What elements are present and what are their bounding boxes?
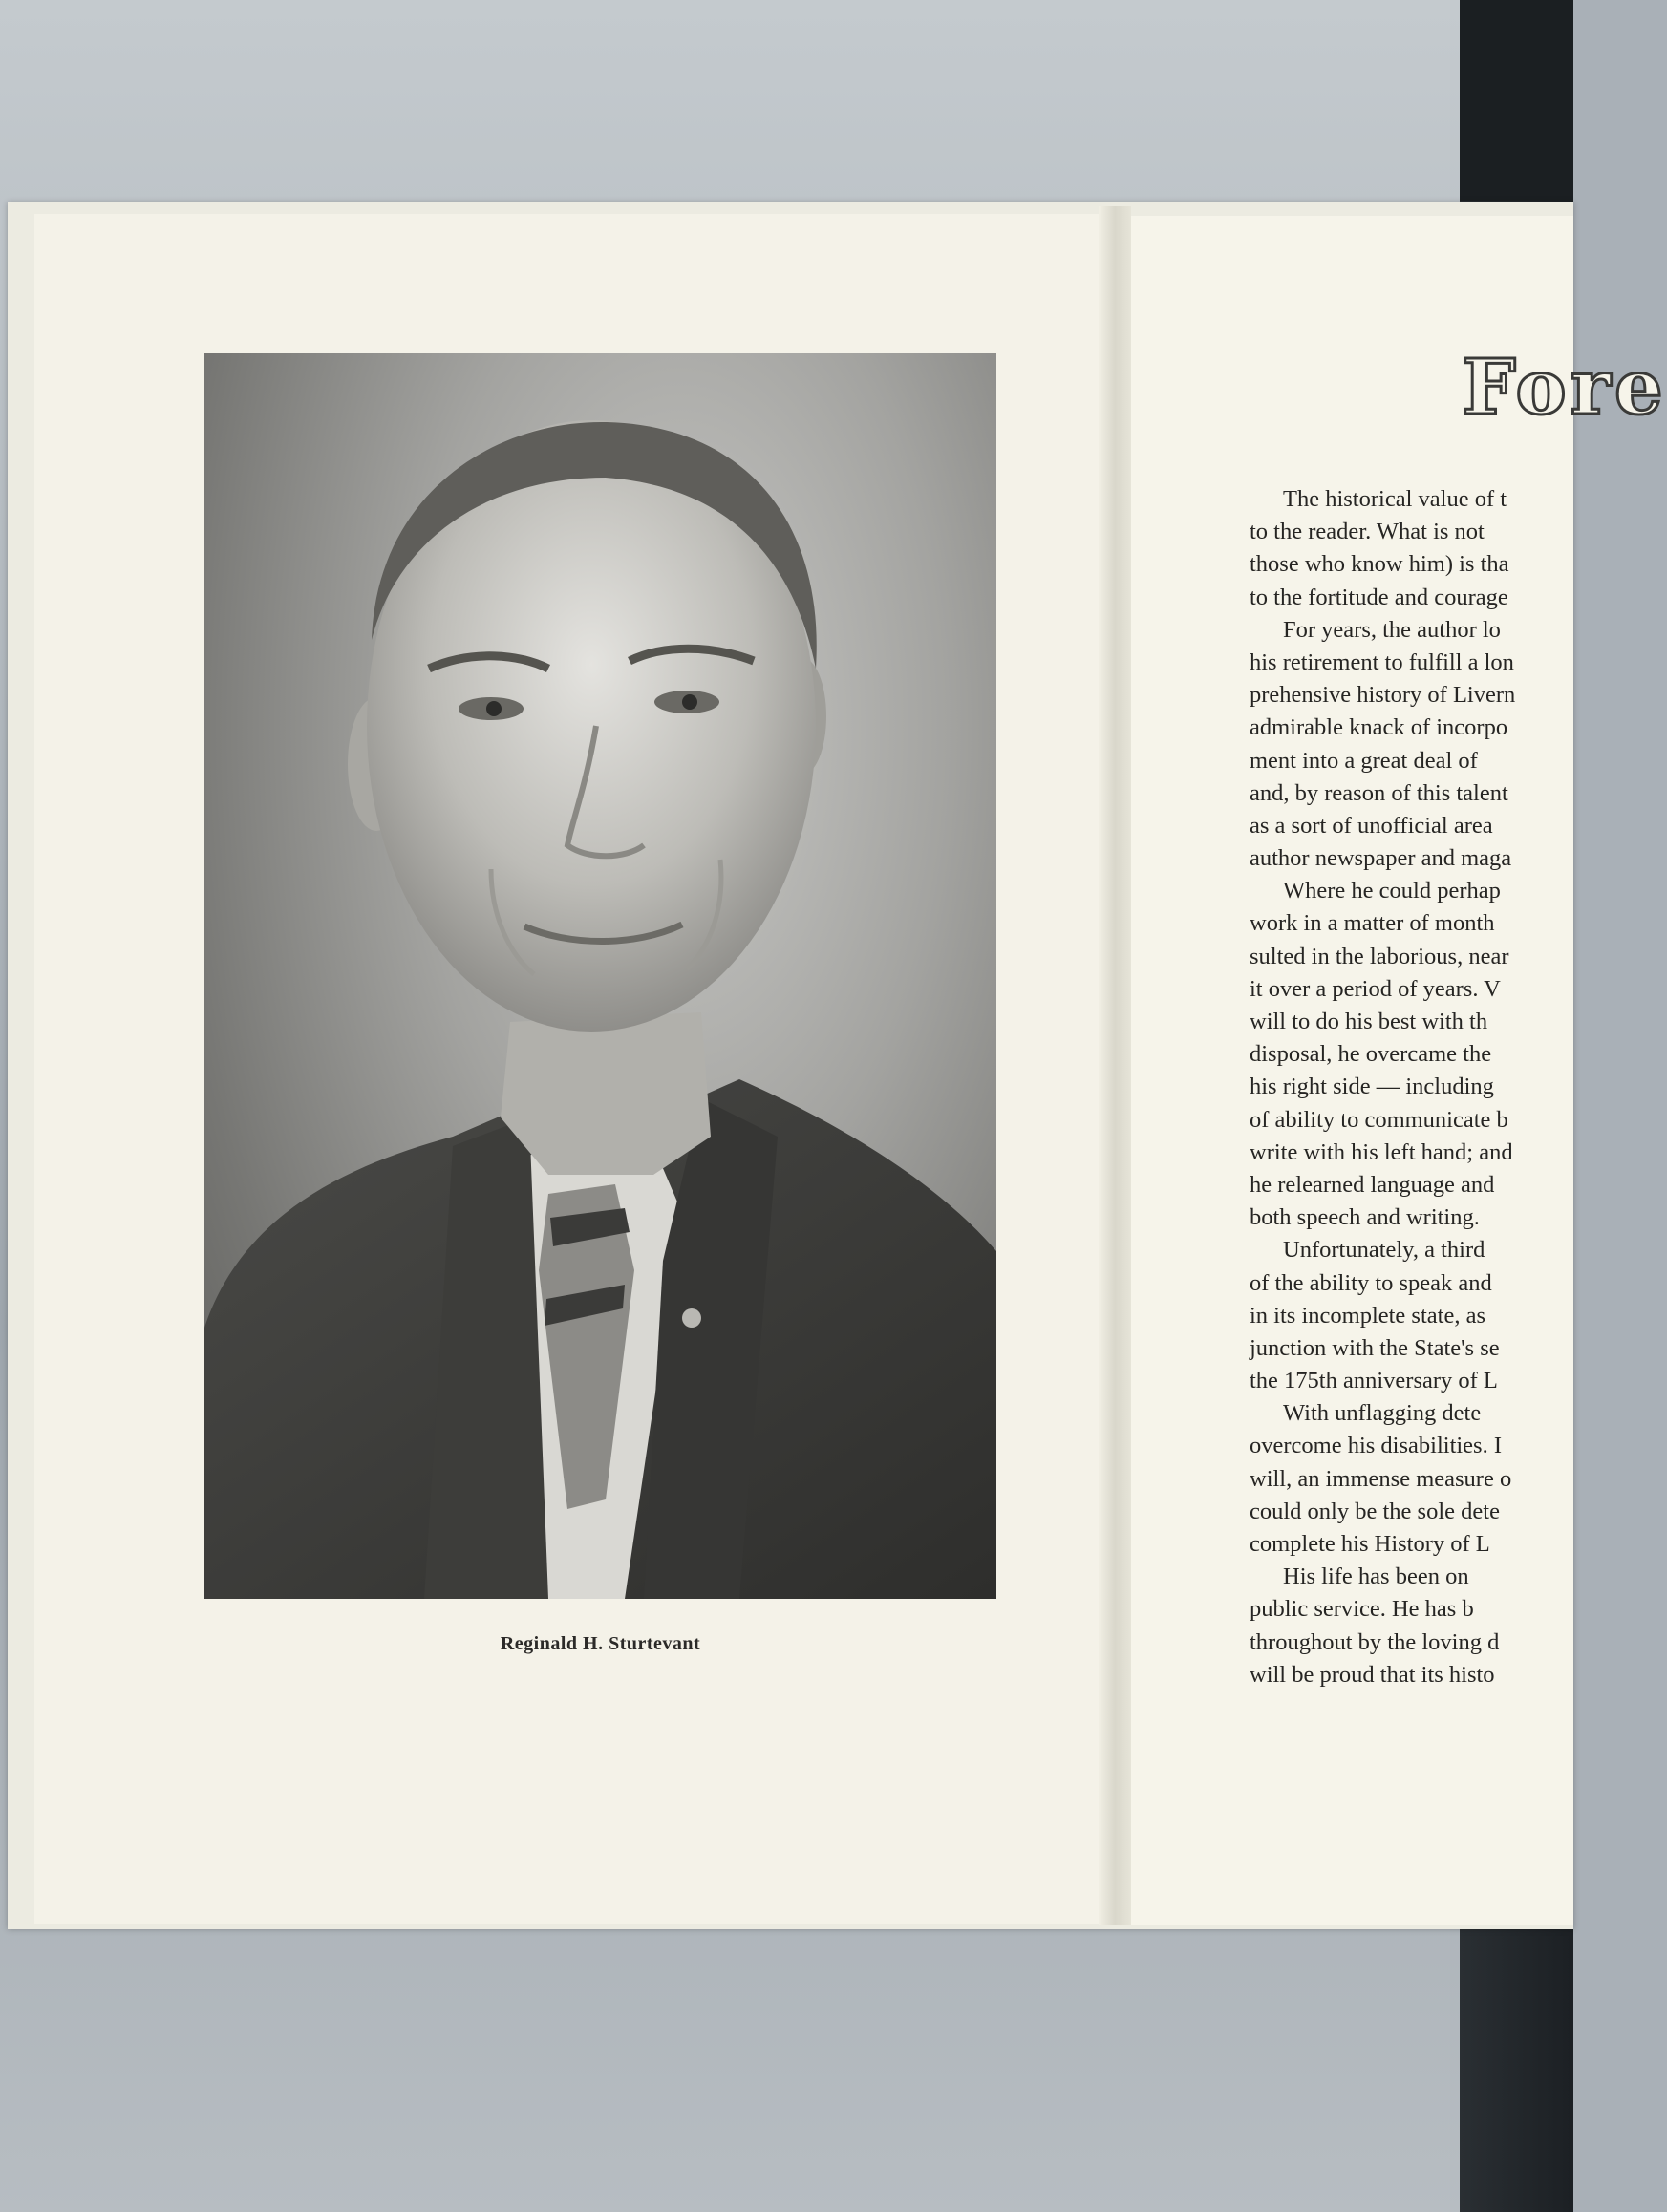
foreword-text-line: to the fortitude and courage <box>1250 584 1508 610</box>
foreword-text-line: write with his left hand; and <box>1250 1138 1513 1165</box>
scanner-corner-dark <box>1460 0 1573 201</box>
foreword-text-line: his right side — including <box>1250 1074 1494 1100</box>
foreword-text-line: With unflagging dete <box>1283 1400 1482 1427</box>
foreword-text-line: as a sort of unofficial area <box>1250 812 1493 839</box>
foreword-text-line: his retirement to fulfill a lon <box>1250 649 1514 675</box>
foreword-text-line: could only be the sole dete <box>1250 1498 1500 1524</box>
foreword-text-line: complete his History of L <box>1250 1531 1490 1557</box>
foreword-text-line: overcome his disabilities. I <box>1250 1433 1502 1459</box>
foreword-text-line: will, an immense measure o <box>1250 1465 1512 1492</box>
foreword-text-line: ment into a great deal of <box>1250 747 1478 774</box>
foreword-text-line: of ability to communicate b <box>1250 1106 1508 1133</box>
foreword-text-line: both speech and writing. <box>1250 1204 1480 1231</box>
foreword-text-line: His life has been on <box>1283 1563 1469 1590</box>
foreword-text-line: will to do his best with th <box>1250 1009 1488 1034</box>
page-gutter <box>1099 206 1131 1925</box>
foreword-text-line: Unfortunately, a third <box>1283 1237 1485 1264</box>
foreword-text-line: For years, the author lo <box>1283 616 1501 643</box>
foreword-text-line: will be proud that its histo <box>1250 1661 1495 1688</box>
foreword-text-line: junction with the State's se <box>1250 1334 1500 1361</box>
foreword-text-line: The historical value of t <box>1283 486 1507 512</box>
foreword-text-line: those who know him) is tha <box>1250 551 1509 578</box>
foreword-text-line: of the ability to speak and <box>1250 1269 1492 1296</box>
foreword-text-line: throughout by the loving d <box>1250 1628 1500 1655</box>
foreword-text-line: to the reader. What is not <box>1250 519 1485 545</box>
foreword-text-column <box>1250 483 1573 1691</box>
foreword-title: Fore <box>1462 342 1667 432</box>
foreword-text-line: sulted in the laborious, near <box>1250 943 1509 969</box>
portrait-photo <box>204 353 996 1599</box>
foreword-text-line: he relearned language and <box>1250 1171 1495 1198</box>
foreword-text-line: in its incomplete state, as <box>1250 1302 1485 1329</box>
foreword-text-line: Where he could perhap <box>1283 878 1501 904</box>
foreword-text-line: the 175th anniversary of L <box>1250 1368 1498 1394</box>
foreword-text-line: author newspaper and maga <box>1250 845 1512 872</box>
foreword-text-line: it over a period of years. V <box>1250 975 1501 1002</box>
foreword-text-line: and, by reason of this talent <box>1250 779 1508 806</box>
foreword-text-line: public service. He has b <box>1250 1596 1474 1623</box>
photo-caption: Reginald H. Sturtevant <box>500 1633 701 1654</box>
foreword-text-line: prehensive history of Livern <box>1250 682 1516 709</box>
foreword-text-line: work in a matter of month <box>1250 910 1495 937</box>
portrait-illustration <box>204 353 996 1599</box>
foreword-text-line: disposal, he overcame the <box>1250 1041 1492 1068</box>
foreword-text-line: admirable knack of incorpo <box>1250 714 1508 741</box>
